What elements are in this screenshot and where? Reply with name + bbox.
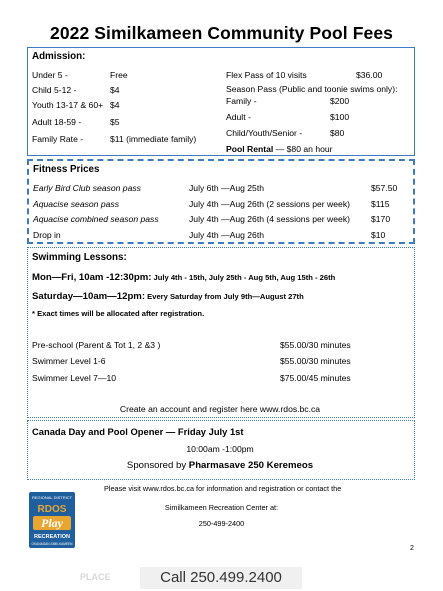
- admission-price: $11 (immediate family): [110, 134, 197, 144]
- weekday-schedule: [32, 273, 335, 283]
- lesson-price: $55.00/30 minutes: [280, 356, 351, 366]
- page-number: 2: [410, 545, 414, 552]
- fitness-dates: July 6th —Aug 25th: [189, 183, 265, 193]
- lesson-price: $55.00/30 minutes: [280, 340, 351, 350]
- logo-rec-text: RECREATION: [34, 534, 70, 540]
- fitness-section: [27, 159, 415, 244]
- info-line-1: Please visit www.rdos.bc.ca for information and registration or contact the: [104, 484, 342, 493]
- logo-sub-text: OKANAGAN-SIMILKAMEEN: [31, 542, 73, 546]
- fitness-heading: Fitness Prices: [33, 164, 100, 175]
- swimming-section: [27, 247, 415, 418]
- admission-heading: Admission:: [32, 51, 86, 62]
- registration-note: * Exact times will be allocated after registration.: [32, 309, 205, 318]
- pool-rental-price: — $80 an hour: [275, 144, 333, 154]
- season-label: Adult -: [226, 112, 251, 122]
- info-line-3: 250-499-2400: [198, 519, 245, 528]
- fitness-dates: July 4th —Aug 26th: [189, 230, 265, 240]
- fitness-price: $57.50: [371, 183, 398, 193]
- fitness-dates: July 4th —Aug 26th (2 sessions per week): [189, 199, 350, 209]
- admission-label: Under 5 -: [32, 70, 68, 80]
- season-label: Family -: [226, 96, 257, 106]
- admission-section: [27, 47, 415, 156]
- fitness-name: Early Bird Club season pass: [33, 183, 141, 193]
- admission-price: Free: [110, 70, 128, 80]
- admission-label: Family Rate -: [32, 134, 84, 144]
- fitness-price: $115: [371, 199, 390, 209]
- page-title: 2022 Similkameen Community Pool Fees: [49, 23, 394, 43]
- season-label: Child/Youth/Senior -: [226, 128, 303, 138]
- canada-day-section: [27, 420, 415, 480]
- logo-top-text: REGIONAL DISTRICT: [31, 495, 73, 500]
- weekday-lead: Mon—Fri, 10am -12:30pm:: [32, 272, 152, 283]
- season-pass-label: Season Pass (Public and toonie swims only):: [226, 84, 398, 94]
- pool-rental-label: Pool Rental: [226, 144, 274, 154]
- canada-day-time: 10:00am -1:00pm: [186, 444, 254, 454]
- season-price: $100: [330, 112, 350, 122]
- saturday-schedule: [32, 292, 304, 302]
- canada-day-heading: Canada Day and Pool Opener — Friday July 1st: [32, 426, 244, 437]
- lesson-price: $75.00/45 minutes: [280, 373, 351, 383]
- fitness-price: $170: [371, 214, 391, 224]
- footer-call: Call 250.499.2400: [140, 567, 302, 589]
- fitness-name: Aquacise season pass: [33, 199, 119, 209]
- pool-rental: [226, 144, 333, 154]
- logo-play-text: Play: [41, 516, 63, 530]
- rdos-logo-graphic: [29, 492, 75, 552]
- logo-rdos-text: RDOS: [37, 504, 67, 515]
- flex-pass-label: Flex Pass of 10 visits: [226, 70, 307, 80]
- rdos-play-logo: [29, 492, 75, 552]
- sponsor-lead: Sponsored by: [126, 460, 189, 471]
- admission-label: Child 5-12 -: [32, 85, 77, 95]
- faint-watermark-text: PLACE: [80, 572, 111, 582]
- lesson-level: Pre-school (Parent & Tot 1, 2 &3 ): [32, 340, 161, 350]
- season-price: $200: [330, 96, 350, 106]
- admission-price: $5: [110, 117, 120, 127]
- season-price: $80: [330, 128, 345, 138]
- fitness-name: Aquacise combined season pass: [33, 214, 159, 224]
- saturday-dates: Every Saturday from July 9th—August 27th: [145, 292, 304, 301]
- fitness-price: $10: [371, 230, 386, 240]
- admission-price: $4: [110, 85, 120, 95]
- saturday-lead: Saturday—10am—12pm:: [32, 291, 146, 302]
- swimming-heading: Swimming Lessons:: [32, 252, 127, 263]
- weekday-dates: July 4th - 15th, July 25th - Aug 5th, Aug 15th - 26th: [151, 273, 336, 282]
- register-text: Create an account and register here www.rdos.bc.ca: [119, 404, 321, 414]
- fitness-name: Drop in: [33, 230, 61, 240]
- admission-label: Adult 18-59 -: [32, 117, 82, 127]
- sponsor-line: [28, 461, 412, 471]
- flex-pass-price: $36.00: [356, 70, 383, 80]
- sponsor-name: Pharmasave 250 Keremeos: [188, 460, 314, 471]
- fitness-dates: July 4th —Aug 26th (4 sessions per week): [189, 214, 350, 224]
- admission-label: Youth 13-17 & 60+: [32, 100, 104, 110]
- admission-price: $4: [110, 100, 120, 110]
- lesson-level: Swimmer Level 7—10: [32, 373, 117, 383]
- lesson-level: Swimmer Level 1-6: [32, 356, 106, 366]
- info-line-2: Similkameen Recreation Center at:: [164, 503, 279, 512]
